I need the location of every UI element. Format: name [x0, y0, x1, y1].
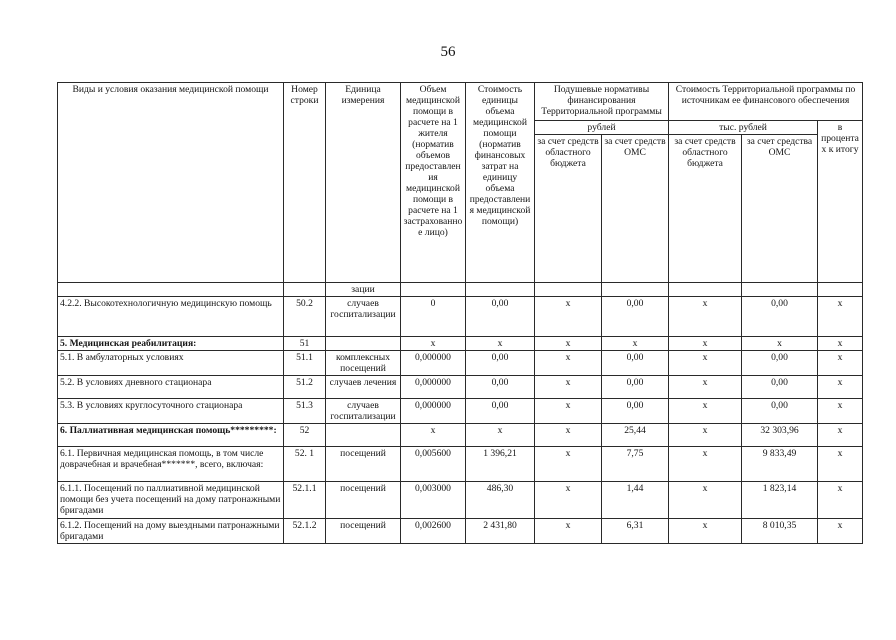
row-number: 51: [284, 337, 326, 351]
header-percent: в процентах к итогу: [818, 121, 863, 283]
row-per-capita-oms: 25,44: [602, 424, 669, 447]
row-number: 50.2: [284, 297, 326, 337]
row-per-capita-oms: 0,00: [602, 376, 669, 399]
header-volume: Объем медицинской помощи в расчете на 1 жителя (норматив объемов предоставления медицинской помощи в расчете на 1 застрахованное лицо): [401, 83, 466, 283]
row-unit: посещений: [326, 482, 401, 519]
row-total-oms: 0,00: [742, 351, 818, 376]
table-row: [58, 351, 863, 376]
row-percent: x: [818, 399, 863, 424]
row-number: 52.1.1: [284, 482, 326, 519]
table-row: [58, 519, 863, 544]
row-total-oms: 1 823,14: [742, 482, 818, 519]
row-total-regional: x: [669, 376, 742, 399]
row-total-oms: 9 833,49: [742, 447, 818, 482]
row-percent: x: [818, 376, 863, 399]
row-number: 51.2: [284, 376, 326, 399]
row-unit: случаев госпитализации: [326, 297, 401, 337]
row-per-capita-regional: x: [535, 519, 602, 544]
row-unit: посещений: [326, 447, 401, 482]
row-total-regional: x: [669, 351, 742, 376]
table-row: [58, 399, 863, 424]
row-per-capita-regional: x: [535, 337, 602, 351]
header-program-cost: Стоимость Территориальной программы по источникам ее финансового обеспечения: [669, 83, 863, 121]
table-row: [58, 424, 863, 447]
row-total-oms: 8 010,35: [742, 519, 818, 544]
row-name: 4.2.2. Высокотехнологичную медицинскую помощь: [58, 297, 284, 337]
row-percent: x: [818, 337, 863, 351]
continuation-row: [58, 283, 863, 297]
row-total-regional: x: [669, 447, 742, 482]
row-name: 5.3. В условиях круглосуточного стационара: [58, 399, 284, 424]
row-name: 6.1.1. Посещений по паллиативной медицинской помощи без учета посещений на дому патронажными бригадами: [58, 482, 284, 519]
row-percent: x: [818, 424, 863, 447]
row-cost: 486,30: [466, 482, 535, 519]
row-percent: x: [818, 297, 863, 337]
row-volume: 0,000000: [401, 376, 466, 399]
row-unit: посещений: [326, 519, 401, 544]
row-total-regional: x: [669, 337, 742, 351]
row-name: 5.2. В условиях дневного стационара: [58, 376, 284, 399]
row-volume: x: [401, 337, 466, 351]
row-percent: x: [818, 482, 863, 519]
row-total-oms: x: [742, 337, 818, 351]
row-name: 6.1. Первичная медицинская помощь, в том числе доврачебная и врачебная*******, всего, включая:: [58, 447, 284, 482]
row-per-capita-regional: x: [535, 351, 602, 376]
table-row: [58, 482, 863, 519]
budget-table: [57, 82, 863, 544]
row-volume: 0,000000: [401, 399, 466, 424]
header-unit-thousand-rubles: тыс. рублей: [669, 121, 818, 135]
row-unit: случаев госпитализации: [326, 399, 401, 424]
row-per-capita-oms: x: [602, 337, 669, 351]
header-regional-budget-1: за счет средств областного бюджета: [535, 135, 602, 283]
row-total-regional: x: [669, 297, 742, 337]
row-total-regional: x: [669, 399, 742, 424]
row-total-oms: 0,00: [742, 297, 818, 337]
row-cost: 0,00: [466, 297, 535, 337]
row-number: 52.1.2: [284, 519, 326, 544]
row-per-capita-regional: x: [535, 482, 602, 519]
row-volume: 0,005600: [401, 447, 466, 482]
row-cost: x: [466, 424, 535, 447]
row-number: 51.1: [284, 351, 326, 376]
table-row: [58, 297, 863, 337]
header-unit: Единица измерения: [326, 83, 401, 283]
row-volume: 0: [401, 297, 466, 337]
row-cost: 0,00: [466, 376, 535, 399]
row-per-capita-regional: x: [535, 376, 602, 399]
row-per-capita-regional: x: [535, 297, 602, 337]
row-unit: [326, 337, 401, 351]
row-cost: x: [466, 337, 535, 351]
row-unit: [326, 424, 401, 447]
row-per-capita-oms: 1,44: [602, 482, 669, 519]
row-cost: 0,00: [466, 351, 535, 376]
row-unit: комплексных посещений: [326, 351, 401, 376]
row-percent: x: [818, 447, 863, 482]
table-row: [58, 376, 863, 399]
row-name: 5.1. В амбулаторных условиях: [58, 351, 284, 376]
header-regional-budget-2: за счет средств областного бюджета: [669, 135, 742, 283]
header-per-capita: Подушевые нормативы финансирования Территориальной программы: [535, 83, 669, 121]
table-row: [58, 337, 863, 351]
row-unit: случаев лечения: [326, 376, 401, 399]
row-total-oms: 0,00: [742, 399, 818, 424]
row-per-capita-oms: 0,00: [602, 297, 669, 337]
row-number: 52. 1: [284, 447, 326, 482]
page-number: 56: [440, 44, 456, 60]
table-row: [58, 447, 863, 482]
header-oms-1: за счет средств ОМС: [602, 135, 669, 283]
row-volume: 0,002600: [401, 519, 466, 544]
row-per-capita-oms: 6,31: [602, 519, 669, 544]
row-cost: 1 396,21: [466, 447, 535, 482]
row-volume: 0,003000: [401, 482, 466, 519]
row-total-regional: x: [669, 424, 742, 447]
header-unit-rubles: рублей: [535, 121, 669, 135]
row-total-oms: 0,00: [742, 376, 818, 399]
row-total-regional: x: [669, 519, 742, 544]
row-number: 51.3: [284, 399, 326, 424]
header-services: Виды и условия оказания медицинской помощи: [58, 83, 284, 283]
row-per-capita-oms: 0,00: [602, 399, 669, 424]
row-total-oms: 32 303,96: [742, 424, 818, 447]
row-per-capita-regional: x: [535, 424, 602, 447]
row-volume: 0,000000: [401, 351, 466, 376]
row-name: 6. Паллиативная медицинская помощь*********:: [58, 424, 284, 447]
row-volume: x: [401, 424, 466, 447]
header-row-number: Номер строки: [284, 83, 326, 283]
row-total-regional: x: [669, 482, 742, 519]
row-percent: x: [818, 351, 863, 376]
row-name: 5. Медицинская реабилитация:: [58, 337, 284, 351]
row-percent: x: [818, 519, 863, 544]
header-unit-cost: Стоимость единицы объема медицинской помощи (норматив финансовых затрат на единицу объема предоставления медицинской помощи): [466, 83, 535, 283]
row-per-capita-regional: x: [535, 399, 602, 424]
header-oms-2: за счет средства ОМС: [742, 135, 818, 283]
row-per-capita-oms: 7,75: [602, 447, 669, 482]
row-per-capita-oms: 0,00: [602, 351, 669, 376]
row-number: 52: [284, 424, 326, 447]
row-cost: 0,00: [466, 399, 535, 424]
row-cost: 2 431,80: [466, 519, 535, 544]
row-name: 6.1.2. Посещений на дому выездными патронажными бригадами: [58, 519, 284, 544]
continuation-text: зации: [326, 283, 401, 297]
row-per-capita-regional: x: [535, 447, 602, 482]
